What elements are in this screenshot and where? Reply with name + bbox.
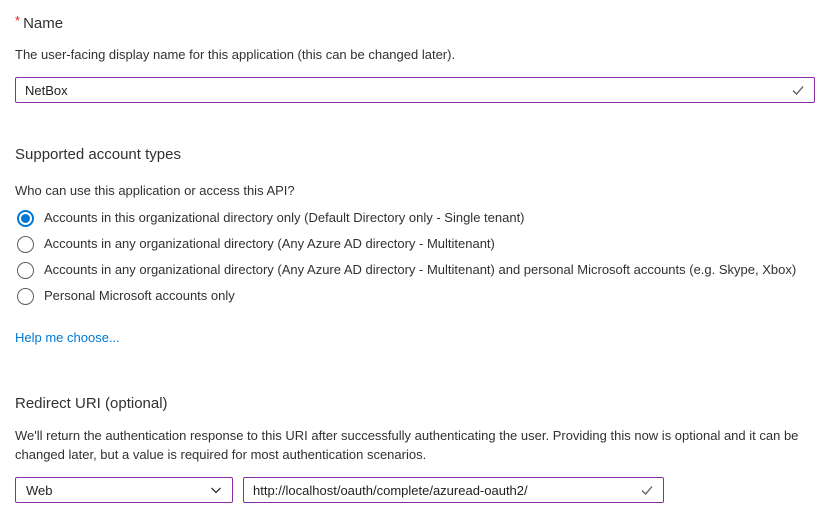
radio-button-selected[interactable]	[17, 210, 34, 227]
account-types-question: Who can use this application or access this API?	[15, 183, 295, 198]
radio-option-label: Personal Microsoft accounts only	[44, 288, 235, 303]
platform-selected-value: Web	[26, 482, 53, 498]
radio-button[interactable]	[17, 262, 34, 279]
redirect-uri-input[interactable]	[244, 478, 663, 502]
redirect-uri-description: We'll return the authentication response to this URI after successfully authenticating the user. Providing this now is optional and it can be changed later, but a value is required for most authentication scenarios.	[15, 428, 799, 462]
radio-button[interactable]	[17, 288, 34, 305]
help-me-choose-link[interactable]: Help me choose...	[15, 330, 120, 345]
account-types-radio-group	[15, 205, 815, 309]
radio-option-label: Accounts in any organizational directory (Any Azure AD directory - Multitenant) and personal Microsoft accounts (e.g. Skype, Xbox)	[44, 262, 797, 277]
radio-option-label: Accounts in any organizational directory (Any Azure AD directory - Multitenant)	[44, 236, 495, 251]
name-input-container	[15, 77, 815, 103]
radio-option-personal-only[interactable]	[15, 283, 815, 309]
help-link-row	[15, 330, 815, 346]
redirect-uri-input-container	[243, 477, 664, 503]
radio-option-label: Accounts in this organizational directory only (Default Directory only - Single tenant)	[44, 210, 525, 225]
chevron-down-icon	[209, 483, 223, 497]
name-field-description: The user-facing display name for this application (this can be changed later).	[15, 47, 456, 62]
radio-option-single-tenant[interactable]	[15, 205, 815, 231]
required-asterisk: *	[15, 13, 21, 28]
platform-select[interactable]	[15, 477, 233, 503]
redirect-uri-title: Redirect URI (optional)	[15, 395, 168, 412]
name-input[interactable]	[16, 78, 814, 102]
supported-account-types-title: Supported account types	[15, 146, 181, 163]
radio-option-multitenant-personal[interactable]	[15, 257, 815, 283]
radio-option-multitenant[interactable]	[15, 231, 815, 257]
redirect-uri-row	[15, 477, 815, 503]
name-field-label	[15, 11, 815, 34]
name-field-title: Name	[23, 15, 64, 32]
radio-button[interactable]	[17, 236, 34, 253]
